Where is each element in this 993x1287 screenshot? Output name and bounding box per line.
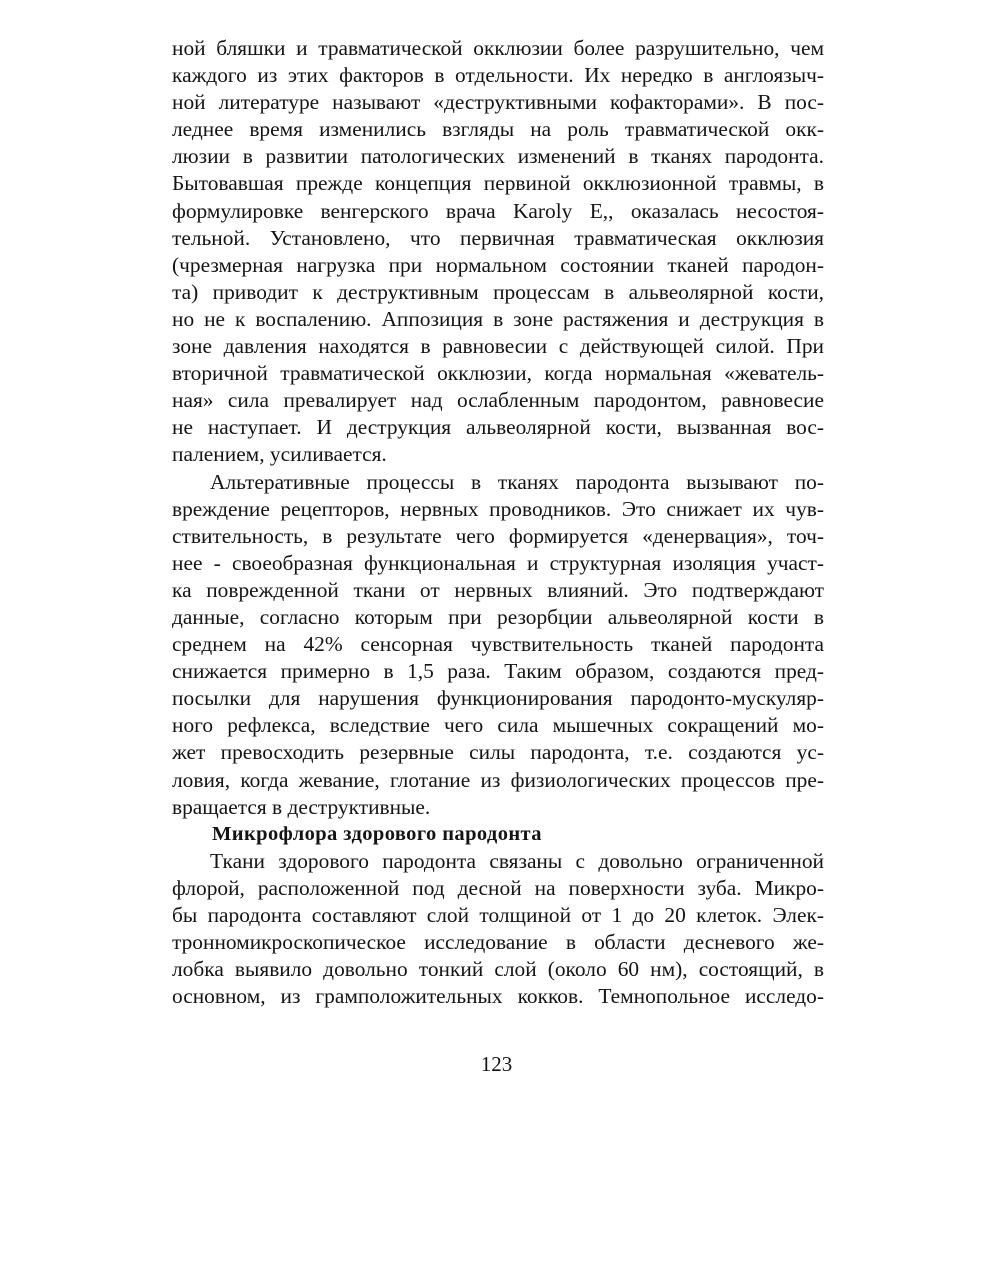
text-line: лобка выявило довольно тонкий слой (около 60 нм), состоящий, в xyxy=(172,957,824,982)
text-line: вращается в деструктивные. xyxy=(172,794,431,819)
text-line: вреждение рецепторов, нервных проводников. Это снижает их чув- xyxy=(172,496,824,521)
section-heading: Микрофлора здорового пародонта xyxy=(212,822,542,845)
page-number: 123 xyxy=(480,1052,513,1076)
text-line: жет превосходить резервные силы пародонта, т.е. создаются ус- xyxy=(172,740,824,765)
text-line: не наступает. И деструкция альвеолярной кости, вызванная вос- xyxy=(172,415,824,440)
text-line: посылки для нарушения функционирования пародонто-мускуляр- xyxy=(172,686,824,711)
text-line: леднее время изменились взгляды на роль травматической окк- xyxy=(172,117,824,142)
text-line: ка поврежденной ткани от нервных влияний. Это подтверждают xyxy=(172,577,824,602)
text-line: палением, усиливается. xyxy=(172,442,387,467)
text-line: флорой, расположенной под десной на поверхности зуба. Микро- xyxy=(172,875,824,900)
text-line: ствительность, в результате чего формируется «денервация», точ- xyxy=(172,523,824,548)
text-line: нее - своеобразная функциональная и структурная изоляция участ- xyxy=(172,550,824,575)
text-line: тронномикроскопическое исследование в области десневого же- xyxy=(172,930,824,955)
text-line: данные, согласно которым при резорбции альвеолярной кости в xyxy=(172,604,824,629)
text-line: ная» сила превалирует над ослабленным пародонтом, равновесие xyxy=(172,388,824,413)
text-line: зоне давления находятся в равновесии с действующей силой. При xyxy=(172,334,824,359)
text-line: Бытовавшая прежде концепция первиной окклюзионной травмы, в xyxy=(172,171,824,196)
page-text xyxy=(172,35,824,1010)
text-line: ной литературе называют «деструктивными кофакторами». В пос- xyxy=(172,90,824,115)
text-line: среднем на 42% сенсорная чувствительность тканей пародонта xyxy=(172,632,824,657)
text-line: ловия, когда жевание, глотание из физиологических процессов пре- xyxy=(172,767,824,792)
text-line: вторичной травматической окклюзии, когда нормальная «жеватель- xyxy=(172,361,824,386)
text-line: основном, из грамположительных кокков. Темнопольное исследо- xyxy=(172,984,824,1009)
text-line: ного рефлекса, вследствие чего сила мышечных сокращений мо- xyxy=(172,713,824,738)
text-line: каждого из этих факторов в отдельности. Их нередко в англоязыч- xyxy=(172,63,824,88)
text-line: бы пародонта составляют слой толщиной от 1 до 20 клеток. Элек- xyxy=(172,903,824,927)
paragraph-2 xyxy=(172,469,824,821)
text-line: Альтеративные процессы в тканях пародонта вызывают по- xyxy=(210,469,824,494)
paragraph-3 xyxy=(172,848,824,1011)
text-line: тельной. Установлено, что первичная травматическая окклюзия xyxy=(172,225,824,250)
text-line: (чрезмерная нагрузка при нормальном состоянии тканей пародон- xyxy=(172,252,824,277)
text-line: но не к воспалению. Аппозиция в зоне растяжения и деструкция в xyxy=(172,306,824,331)
text-line: снижается примерно в 1,5 раза. Таким образом, создаются пред- xyxy=(172,659,824,684)
paragraph-1 xyxy=(172,35,824,469)
text-line: формулировке венгерского врача Karoly E,, оказалась несостоя- xyxy=(172,198,824,223)
text-line: люзии в развитии патологических изменений в тканях пародонта. xyxy=(172,144,824,169)
text-line: Ткани здорового пародонта связаны с довольно ограниченной xyxy=(210,848,824,873)
text-line: ной бляшки и травматической окклюзии более разрушительно, чем xyxy=(172,36,824,60)
text-line: та) приводит к деструктивным процессам в альвеолярной кости, xyxy=(172,279,824,304)
